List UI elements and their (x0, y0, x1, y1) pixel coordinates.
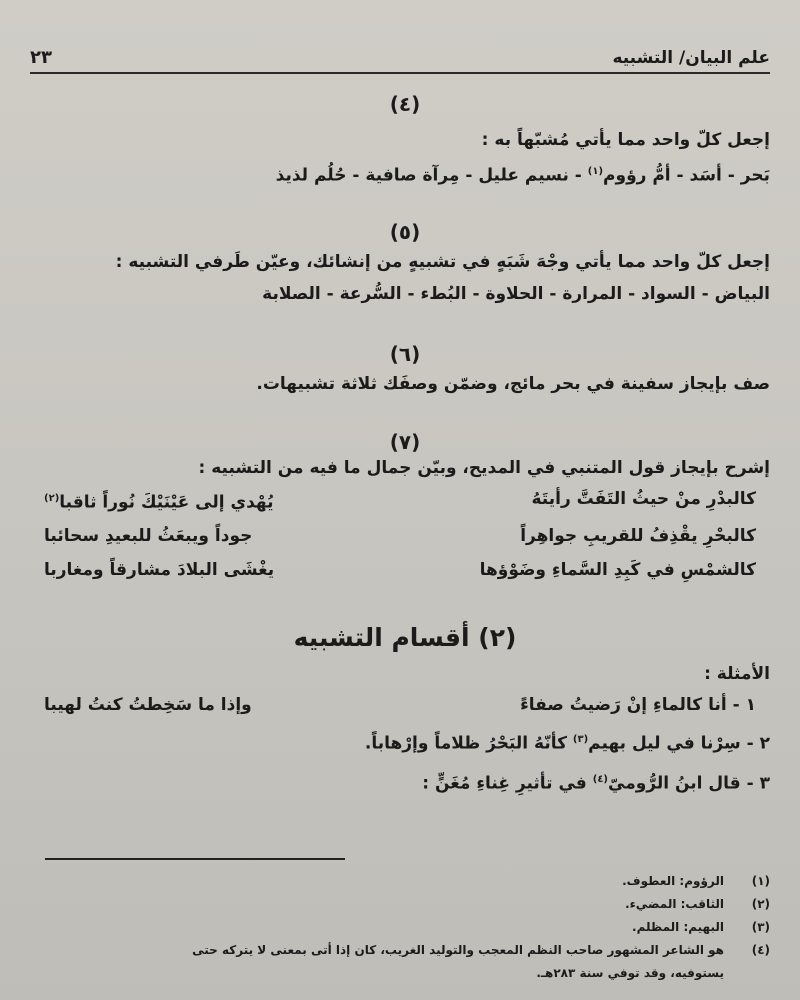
footnote-number: (١) (751, 874, 770, 888)
footnote-divider (45, 858, 345, 860)
footnote (30, 870, 770, 893)
example-3-text-part1: قال ابنُ الرُّوميّ (608, 773, 741, 794)
example-1 (40, 688, 770, 722)
example-number: ١ - (732, 695, 756, 716)
footnote-ref-2: (٢) (44, 492, 60, 504)
example-number: ٢ - (746, 733, 770, 754)
footnote (30, 916, 770, 939)
verse-first-hemistich: كالبحْرِ يقْذِفُ للقريبِ جواهِراً (520, 526, 756, 547)
footnote (30, 939, 770, 962)
example-3 (40, 762, 770, 802)
verse-row (40, 482, 770, 520)
footnote-text: الرؤوم: العطوف. (622, 874, 724, 888)
footnote-number: (٣) (751, 920, 770, 934)
example-1-first-text: أنا كالماءِ إنْ رَضيتُ صفاءً (520, 695, 727, 716)
verse-row (40, 553, 770, 587)
exercise-4-items-part1: بَحر - أسَد - أمُّ رؤوم (603, 165, 770, 186)
example-1-second: وإذا ما سَخِطتُ كنتُ لهيبا (44, 695, 252, 716)
verse-second-hemistich: يغْشَى البلادَ مشارقاً ومغاربا (44, 560, 275, 581)
footnote-continuation: يستوفيه، وقد توفي سنة ٢٨٣هـ. (536, 966, 724, 980)
verse-first-hemistich: كالشمْسِ في كَبِدِ السَّماءِ وضَوْؤها (479, 560, 756, 581)
example-3-text-part2: في تأثيرِ غِناءِ مُغَنٍّ : (422, 773, 593, 794)
example-2 (40, 722, 770, 762)
footnote-text: البهيم: المظلم. (632, 920, 724, 934)
example-2-text-part1: سِرْنا في ليل بهيم (588, 733, 741, 754)
exercise-4-instruction: إجعل كلّ واحد مما يأتي مُشبّهاً به : (481, 130, 770, 150)
running-title: علم البيان/ التشبيه (612, 48, 770, 68)
exercise-4-items-part2: - نسيم عليل - مِرآة صافية - حُلُم لذيذ (275, 165, 588, 186)
page-header (30, 34, 770, 74)
example-1-first (520, 688, 756, 722)
exercise-7-instruction: إشرح بإيجاز قول المتنبي في المديح، وبيّن جمال ما فيه من التشبيه : (198, 457, 770, 478)
exercise-6-number: (٦) (389, 341, 421, 366)
footnote-number: (٢) (751, 897, 770, 911)
example-number: ٣ - (746, 773, 770, 794)
verse-second-hemistich (44, 482, 274, 520)
example-2-text-part2: كأنّهُ البَحْرُ ظلاماً وإرْهاباً. (364, 733, 573, 754)
page-number: ٢٣ (30, 47, 52, 68)
footnote-text: الثاقب: المضيء. (625, 897, 724, 911)
verse-row (40, 519, 770, 553)
footnote-text: هو الشاعر المشهور صاحب النظم المعجب والتوليد الغريب، كان إذا أتى بمعنى لا يتركه حتى (192, 943, 724, 957)
exercise-5-instruction: إجعل كلّ واحد مما يأتي وجْهَ شَبَهٍ في تشبيهٍ من إنشائك، وعيّن طَرفي التشبيه : (115, 251, 770, 272)
exercise-6-text: صف بإيجاز سفينة في بحر مائج، وضمّن وصفَك ثلاثة تشبيهات. (256, 373, 770, 394)
footnotes (30, 870, 770, 984)
verse-first-hemistich: كالبدْرِ منْ حيثُ التَفَتَّ رأيتَهُ (531, 488, 756, 509)
footnote-ref-4: (٤) (592, 773, 608, 785)
page-content (40, 92, 770, 1000)
exercise-5-number: (٥) (389, 219, 421, 244)
examples-label: الأمثلة : (704, 664, 770, 685)
exercise-7-number: (٧) (389, 429, 421, 454)
footnote-number: (٤) (751, 943, 770, 957)
exercise-4-items (40, 158, 770, 190)
verse-second-hemistich-text: يُهْدي إلى عَيْنَيْكَ نُوراً ثاقبا (59, 492, 274, 513)
section-title: (٢) أقسام التشبيه (293, 623, 517, 653)
footnote-ref-3: (٣) (572, 734, 589, 746)
exercise-4-number: (٤) (389, 92, 421, 116)
exercise-5-items: البياض - السواد - المرارة - الحلاوة - البُطء - السُّرعة - الصلابة (262, 283, 770, 304)
footnote (30, 893, 770, 916)
verse-second-hemistich: جوداً ويبعَثُ للبعيدِ سحائبا (44, 526, 253, 547)
poem-verses (40, 482, 770, 588)
footnote-ref-1: (١) (587, 166, 604, 177)
